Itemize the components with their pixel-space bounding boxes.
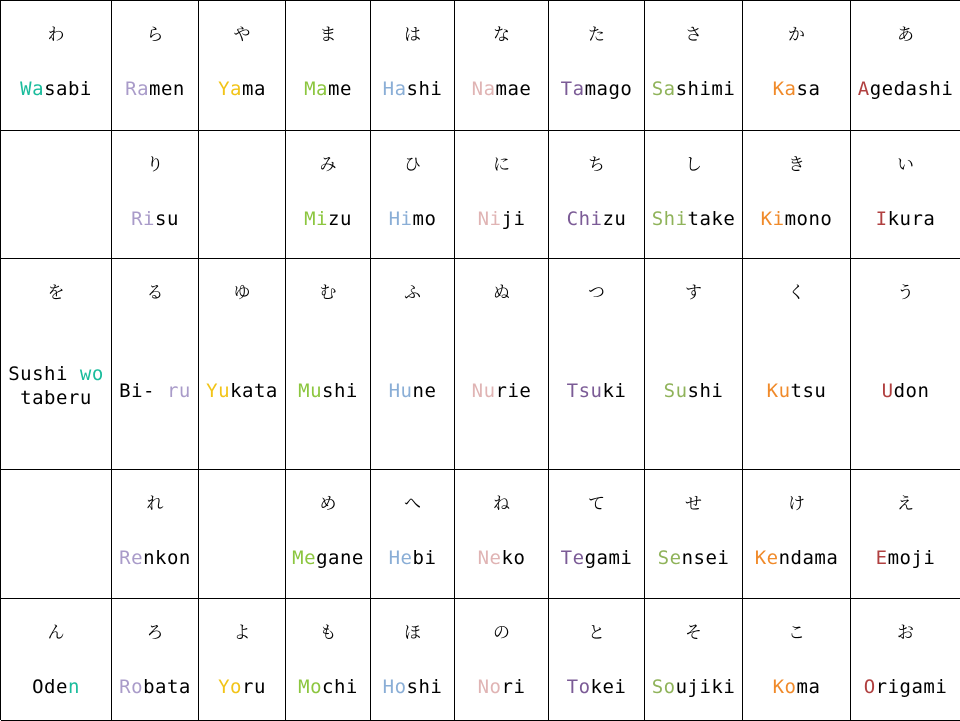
kana-cell [645,470,743,599]
kana-cell [1,470,112,599]
word-rest: taberu [20,387,92,409]
kana-character: ゆ [233,283,251,303]
word-rest: ujiki [675,676,736,698]
kana-character: ぬ [493,283,510,303]
example-word [371,77,454,101]
kana-character: れ [146,494,164,514]
kana-cell [645,131,743,259]
kana-cell [286,599,371,721]
example-word [286,675,370,699]
kana-cell [199,470,286,599]
kana-cell [112,131,199,259]
kana-character: か [788,25,805,45]
word-rest: kura [887,208,936,230]
kana-cell [645,259,743,470]
kana-cell [851,131,960,259]
example-word [549,207,644,231]
word-rest: su [155,208,179,230]
highlighted-syllable: Ke [754,547,779,569]
kana-cell [286,1,371,131]
kana-cell [743,599,851,721]
kana-cell [549,259,645,470]
kana-character: の [493,623,510,643]
highlighted-syllable: Ka [772,78,797,100]
word-rest: ma [796,676,821,698]
kana-character: た [588,25,605,45]
word-prefix: Bi- [119,380,167,402]
word-rest: gami [584,547,633,569]
kana-cell [455,259,549,470]
highlighted-syllable: Na [471,78,496,100]
highlighted-syllable: Ro [119,676,144,698]
example-word [371,207,454,231]
example-word [286,546,370,570]
kana-cell [549,599,645,721]
kana-cell [549,1,645,131]
word-rest: gedashi [869,78,954,100]
word-rest: men [149,78,185,100]
example-word [549,546,644,570]
highlighted-syllable: Ha [382,78,407,100]
kana-character: や [233,25,251,45]
kana-cell [743,1,851,131]
word-rest: ru [242,676,266,698]
example-word [112,379,198,403]
kana-cell [1,599,112,721]
example-word [371,546,454,570]
example-word [286,379,370,403]
word-rest: kei [590,676,627,698]
word-rest: bata [143,676,191,698]
highlighted-syllable: n [67,676,80,698]
kana-character: ら [146,25,164,45]
example-word [112,207,198,231]
word-rest: nkon [143,547,191,569]
example-word [743,379,850,403]
kana-cell [199,131,286,259]
kana-cell [199,1,286,131]
highlighted-syllable: Me [292,547,317,569]
kana-character: そ [685,623,702,643]
kana-character: く [788,283,805,303]
kana-cell [851,470,960,599]
kana-cell [112,599,199,721]
kana-character: る [146,283,164,303]
word-rest: shi [687,380,724,402]
highlighted-syllable: Ku [766,380,791,402]
example-word [851,379,960,403]
kana-character: ほ [404,623,421,643]
highlighted-syllable: Yu [206,380,231,402]
kana-cell [1,131,112,259]
word-rest: sa [796,78,821,100]
example-word [455,207,548,231]
kana-cell [851,599,960,721]
kana-character: ん [47,623,65,643]
highlighted-syllable: So [651,676,676,698]
example-word [851,77,960,101]
kana-character: ふ [404,283,421,303]
highlighted-syllable: I [875,208,888,230]
kana-character: み [319,155,337,175]
kana-character: お [897,623,914,643]
kana-cell [549,131,645,259]
kana-character: に [493,155,510,175]
example-word [112,77,198,101]
example-word [645,546,742,570]
word-rest: don [893,380,930,402]
word-rest: gane [316,547,364,569]
highlighted-syllable: Ri [131,208,155,230]
kana-character: わ [47,25,65,45]
kana-cell [112,259,199,470]
kana-character: て [588,494,605,514]
example-word [112,546,198,570]
example-word [199,379,285,403]
example-word [199,675,285,699]
kana-cell [743,470,851,599]
example-word [549,675,644,699]
example-word [199,77,285,101]
highlighted-syllable: Ma [304,78,328,100]
kana-character: り [146,155,164,175]
highlighted-syllable: No [477,676,502,698]
highlighted-syllable: Hi [388,208,413,230]
example-word [851,546,960,570]
word-rest: nsei [681,547,730,569]
highlighted-syllable: U [881,380,894,402]
highlighted-syllable: Ho [382,676,407,698]
example-word [549,77,644,101]
kana-cell [112,1,199,131]
kana-character: ろ [146,623,164,643]
example-word [743,77,850,101]
highlighted-syllable: Hu [388,380,413,402]
highlighted-syllable: He [388,547,413,569]
kana-character: せ [685,494,702,514]
kana-character: う [897,283,914,303]
kana-character: さ [685,25,702,45]
kana-cell [645,599,743,721]
kana-cell [1,259,112,470]
highlighted-syllable: Yo [218,676,242,698]
kana-character: ひ [404,155,421,175]
highlighted-syllable: Se [657,547,682,569]
kana-cell [743,131,851,259]
kana-cell [1,1,112,131]
word-rest: bi [412,547,437,569]
example-word [286,77,370,101]
kana-cell [645,1,743,131]
highlighted-syllable: Wa [20,78,45,100]
word-rest: mono [784,208,833,230]
word-rest: ma [242,78,266,100]
example-word [645,379,742,403]
highlighted-syllable: Ni [477,208,502,230]
word-rest: sabi [44,78,92,100]
word-rest: zu [602,208,627,230]
kana-character: し [685,155,702,175]
highlighted-syllable: To [566,676,591,698]
word-rest: rie [495,380,532,402]
example-word [455,77,548,101]
highlighted-syllable: O [863,676,876,698]
example-word [743,546,850,570]
word-rest: mo [412,208,437,230]
example-word [645,675,742,699]
highlighted-syllable: A [857,78,870,100]
kana-cell [743,259,851,470]
word-rest: zu [328,208,352,230]
highlighted-syllable: Mi [304,208,328,230]
highlighted-syllable: Nu [471,380,496,402]
example-word [286,207,370,231]
kana-cell [851,1,960,131]
example-word [1,362,111,410]
word-rest: kata [230,380,278,402]
kana-cell [549,470,645,599]
word-rest: shi [406,676,443,698]
kana-cell [455,470,549,599]
highlighted-syllable: Mu [298,380,323,402]
kana-character: す [685,283,702,303]
highlighted-syllable: Ki [760,208,785,230]
highlighted-syllable: Re [119,547,144,569]
example-word [112,675,198,699]
kana-character: ね [493,494,510,514]
kana-character: け [788,494,805,514]
kana-character: え [897,494,914,514]
highlighted-syllable: ru [166,380,191,402]
highlighted-syllable: Ya [218,78,242,100]
kana-cell [455,1,549,131]
kana-character: よ [233,623,251,643]
highlighted-syllable: Ta [560,78,585,100]
highlighted-syllable: Shi [651,208,688,230]
kana-character: め [319,494,337,514]
kana-character: へ [404,494,421,514]
kana-character: も [319,623,337,643]
kana-cell [371,599,455,721]
highlighted-syllable: Chi [566,208,603,230]
example-word [743,675,850,699]
example-word [371,675,454,699]
example-word [851,207,960,231]
word-rest: shi [406,78,443,100]
word-rest: take [687,208,736,230]
example-word [851,675,960,699]
kana-character: こ [788,623,805,643]
highlighted-syllable: Sa [651,78,676,100]
kana-character: は [404,25,421,45]
kana-character: を [47,283,65,303]
word-rest: chi [322,676,358,698]
example-word [1,675,111,699]
kana-cell [371,131,455,259]
kana-cell [851,259,960,470]
example-word [455,546,548,570]
highlighted-syllable: wo [79,363,104,385]
kana-character: つ [588,283,605,303]
example-word [455,675,548,699]
kana-cell [286,259,371,470]
kana-character: き [788,155,805,175]
highlighted-syllable: Ra [125,78,150,100]
highlighted-syllable: Su [663,380,688,402]
kana-character: ま [319,25,337,45]
example-word [645,207,742,231]
kana-cell [286,131,371,259]
highlighted-syllable: E [875,547,888,569]
kana-character: と [588,623,605,643]
example-word [371,379,454,403]
kana-cell [112,470,199,599]
kana-cell [371,470,455,599]
kana-character: い [897,155,914,175]
kana-cell [199,259,286,470]
kana-cell [455,131,549,259]
word-rest: moji [887,547,936,569]
kana-character: あ [897,25,914,45]
example-word [549,379,644,403]
highlighted-syllable: Ko [772,676,797,698]
word-rest: ne [412,380,437,402]
example-word [455,379,548,403]
example-word [645,77,742,101]
word-rest: ji [501,208,526,230]
word-rest: rigami [875,676,948,698]
word-prefix: Sushi [8,363,80,385]
highlighted-syllable: Tsu [566,380,603,402]
example-word [1,77,111,101]
kana-cell [286,470,371,599]
kana-cell [199,599,286,721]
word-rest: mae [495,78,532,100]
highlighted-syllable: Ne [477,547,502,569]
kana-cell [371,259,455,470]
kana-character: な [493,25,510,45]
highlighted-syllable: Te [560,547,585,569]
word-rest: ndama [778,547,839,569]
word-rest: ri [501,676,526,698]
kana-cell [371,1,455,131]
kana-character: む [319,283,337,303]
word-rest: ki [602,380,627,402]
kana-cell [455,599,549,721]
word-prefix: Ode [32,676,68,698]
highlighted-syllable: Mo [298,676,323,698]
word-rest: me [328,78,352,100]
kana-character: ち [588,155,605,175]
example-word [743,207,850,231]
word-rest: ko [501,547,526,569]
word-rest: shi [322,380,358,402]
word-rest: tsu [790,380,827,402]
word-rest: mago [584,78,633,100]
word-rest: shimi [675,78,736,100]
